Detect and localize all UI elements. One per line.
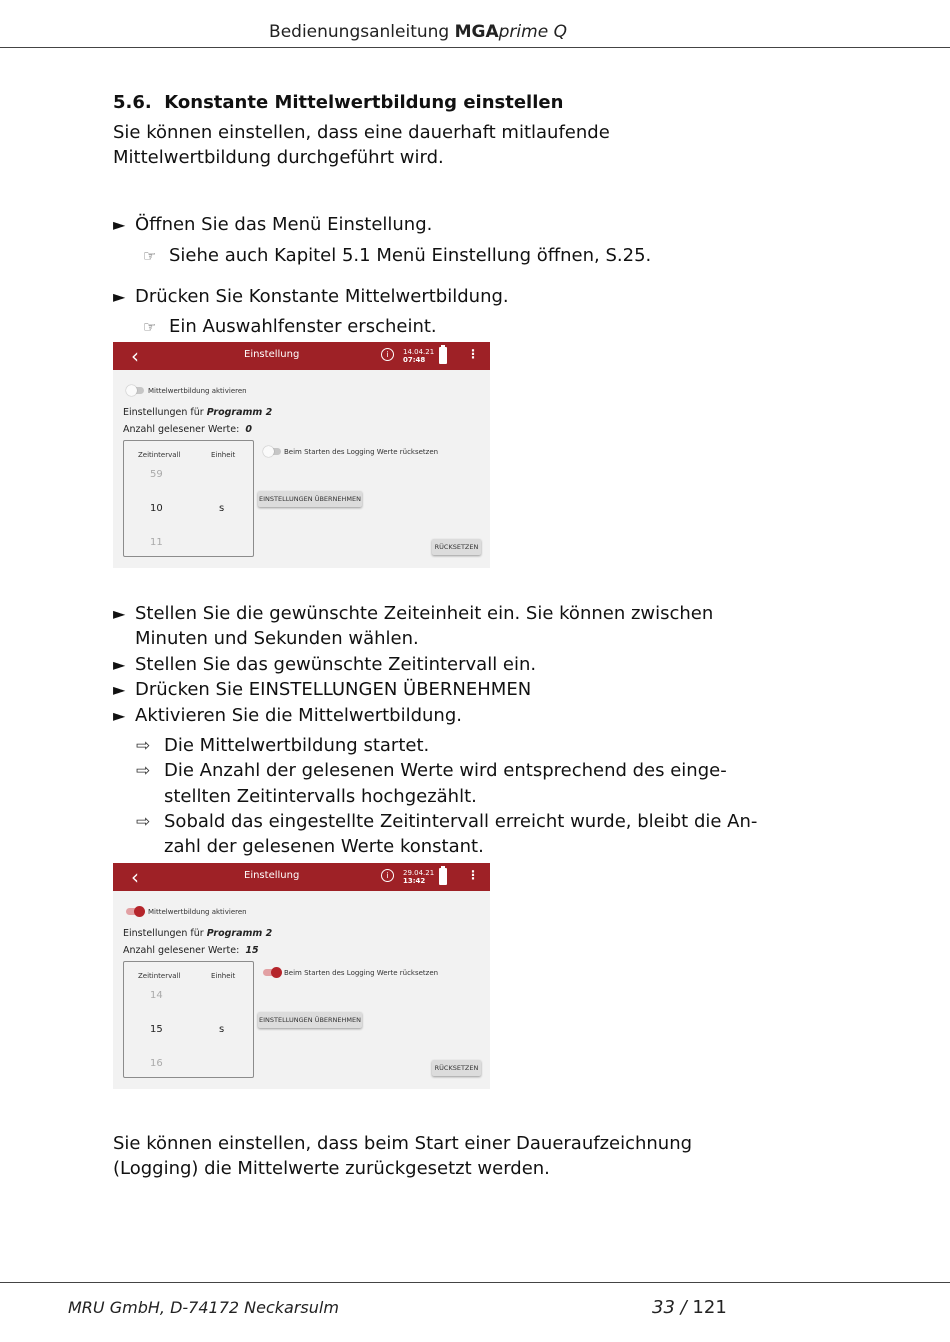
interval-next[interactable]: 11: [150, 537, 163, 548]
step-1-note: [143, 243, 651, 270]
closing-line-1: Sie können einstellen, dass beim Start einer Daueraufzeichnung: [113, 1133, 693, 1154]
app-screenshot-2: [113, 863, 490, 1089]
interval-previous[interactable]: 59: [150, 469, 163, 480]
apply-settings-button[interactable]: EINSTELLUNGEN ÜBERNEHMEN: [258, 491, 362, 507]
section-heading: [113, 92, 563, 113]
program-name: Programm 2: [206, 407, 273, 418]
date-time: [403, 869, 434, 885]
result-3-text-line-2: zahl der gelesenen Werte konstant.: [164, 836, 484, 857]
time: 13:42: [403, 877, 426, 885]
program-name: Programm 2: [206, 928, 273, 939]
interval-previous[interactable]: 14: [150, 990, 163, 1001]
logging-reset-label: Beim Starten des Logging Werte rücksetzen: [284, 448, 439, 456]
step-2-note-text: Ein Auswahlfenster erscheint.: [169, 316, 437, 337]
step-5: [113, 677, 531, 703]
reset-button[interactable]: RÜCKSETZEN: [432, 1060, 481, 1076]
info-icon[interactable]: i: [381, 348, 394, 361]
section-number: 5.6.: [113, 92, 152, 113]
settings-for-program: [123, 928, 272, 939]
step-6: [113, 703, 462, 729]
step-2: [113, 284, 509, 310]
count-value: 0: [245, 424, 252, 435]
reset-button[interactable]: RÜCKSETZEN: [432, 539, 481, 555]
header-brand-bold: MGA: [454, 22, 499, 42]
result-2-text-line-2: stellten Zeitintervalls hochgezählt.: [164, 786, 477, 807]
interval-next[interactable]: 16: [150, 1058, 163, 1069]
averaging-toggle-label: Mittelwertbildung aktivieren: [148, 387, 247, 395]
count-value: 15: [245, 945, 259, 956]
logging-reset-toggle[interactable]: [263, 969, 281, 976]
app-title: Einstellung: [244, 870, 300, 881]
apply-settings-button[interactable]: EINSTELLUNGEN ÜBERNEHMEN: [258, 1012, 362, 1028]
logging-reset-toggle[interactable]: [263, 448, 281, 455]
intro-line-2: Mittelwertbildung durchgeführt wird.: [113, 147, 444, 168]
header-rule: [0, 47, 950, 48]
pointing-hand-icon: ☞: [143, 247, 157, 265]
app-bar: [113, 342, 490, 370]
toggle-knob: [134, 906, 145, 917]
result-arrow-icon: ⇨: [136, 761, 151, 781]
averaging-toggle[interactable]: [126, 387, 144, 394]
result-arrow-icon: ⇨: [136, 812, 151, 832]
settings-prefix: Einstellungen für: [123, 407, 207, 418]
section-title: Konstante Mittelwertbildung einstellen: [164, 92, 564, 113]
intro-line-1: Sie können einstellen, dass eine dauerhaft mitlaufende: [113, 122, 610, 143]
step-2-note: [143, 314, 437, 341]
more-menu-icon[interactable]: ⋮: [467, 868, 479, 882]
header-brand-italic: prime Q: [498, 22, 567, 42]
battery-icon: [439, 868, 447, 885]
read-values-count: [123, 945, 259, 956]
triangle-icon: ►: [113, 604, 126, 623]
interval-picker[interactable]: [123, 440, 254, 557]
result-2: [136, 758, 727, 785]
pointing-hand-icon: ☞: [143, 318, 157, 336]
logging-reset-label: Beim Starten des Logging Werte rücksetzen: [284, 969, 439, 977]
app-title: Einstellung: [244, 349, 300, 360]
settings-prefix: Einstellungen für: [123, 928, 207, 939]
header-prefix: Bedienungsanleitung: [269, 22, 455, 42]
result-arrow-icon: ⇨: [136, 736, 151, 756]
page-number: [652, 1297, 727, 1318]
step-3-text-line-1: Stellen Sie die gewünschte Zeiteinheit ein. Sie können zwischen: [135, 603, 714, 624]
toggle-knob: [271, 967, 282, 978]
step-2-text: Drücken Sie Konstante Mittelwertbildung.: [135, 286, 509, 307]
triangle-icon: ►: [113, 655, 126, 674]
read-values-count: [123, 424, 252, 435]
interval-column-header: Zeitintervall: [138, 972, 181, 980]
step-6-text: Aktivieren Sie die Mittelwertbildung.: [135, 705, 462, 726]
step-5-text: Drücken Sie EINSTELLUNGEN ÜBERNEHMEN: [135, 679, 532, 700]
toggle-knob: [263, 446, 274, 457]
date-time: [403, 348, 434, 364]
result-1: [136, 733, 429, 760]
total-pages: 121: [692, 1297, 727, 1318]
triangle-icon: ►: [113, 680, 126, 699]
page-header: [0, 22, 836, 42]
averaging-toggle[interactable]: [126, 908, 144, 915]
toggle-knob: [126, 385, 137, 396]
app-screenshot-1: [113, 342, 490, 568]
result-2-text-line-1: Die Anzahl der gelesenen Werte wird entsprechend des einge-: [164, 760, 727, 781]
step-3: [113, 601, 713, 627]
footer-company: MRU GmbH, D-74172 Neckarsulm: [68, 1298, 339, 1317]
date: 14.04.21: [403, 348, 435, 356]
back-arrow-icon[interactable]: ‹: [131, 865, 139, 889]
unit-column-header: Einheit: [211, 451, 236, 459]
step-4-text: Stellen Sie das gewünschte Zeitintervall ein.: [135, 654, 537, 675]
result-3: [136, 809, 757, 836]
unit-column-header: Einheit: [211, 972, 236, 980]
step-1: [113, 212, 432, 238]
info-icon[interactable]: i: [381, 869, 394, 882]
date: 29.04.21: [403, 869, 435, 877]
page-separator: /: [674, 1297, 693, 1318]
count-label: Anzahl gelesener Werte:: [123, 945, 240, 956]
count-label: Anzahl gelesener Werte:: [123, 424, 240, 435]
more-menu-icon[interactable]: ⋮: [467, 347, 479, 361]
app-bar: [113, 863, 490, 891]
interval-selected[interactable]: 10: [150, 503, 163, 514]
result-1-text: Die Mittelwertbildung startet.: [164, 735, 430, 756]
step-4: [113, 652, 536, 678]
triangle-icon: ►: [113, 287, 126, 306]
interval-picker[interactable]: [123, 961, 254, 1078]
averaging-toggle-label: Mittelwertbildung aktivieren: [148, 908, 247, 916]
battery-icon: [439, 347, 447, 364]
interval-selected[interactable]: 15: [150, 1024, 163, 1035]
footer-rule: [0, 1282, 950, 1283]
step-1-text: Öffnen Sie das Menü Einstellung.: [135, 214, 433, 235]
triangle-icon: ►: [113, 706, 126, 725]
current-page: 33: [652, 1297, 675, 1318]
step-1-note-text: Siehe auch Kapitel 5.1 Menü Einstellung öffnen, S.25.: [169, 245, 652, 266]
settings-for-program: [123, 407, 272, 418]
unit-selected[interactable]: s: [219, 1024, 225, 1035]
time: 07:48: [403, 356, 426, 364]
unit-selected[interactable]: s: [219, 503, 225, 514]
step-3-text-line-2: Minuten und Sekunden wählen.: [135, 628, 419, 649]
closing-line-2: (Logging) die Mittelwerte zurückgesetzt werden.: [113, 1158, 550, 1179]
interval-column-header: Zeitintervall: [138, 451, 181, 459]
triangle-icon: ►: [113, 215, 126, 234]
back-arrow-icon[interactable]: ‹: [131, 344, 139, 368]
result-3-text-line-1: Sobald das eingestellte Zeitintervall erreicht wurde, bleibt die An-: [164, 811, 758, 832]
